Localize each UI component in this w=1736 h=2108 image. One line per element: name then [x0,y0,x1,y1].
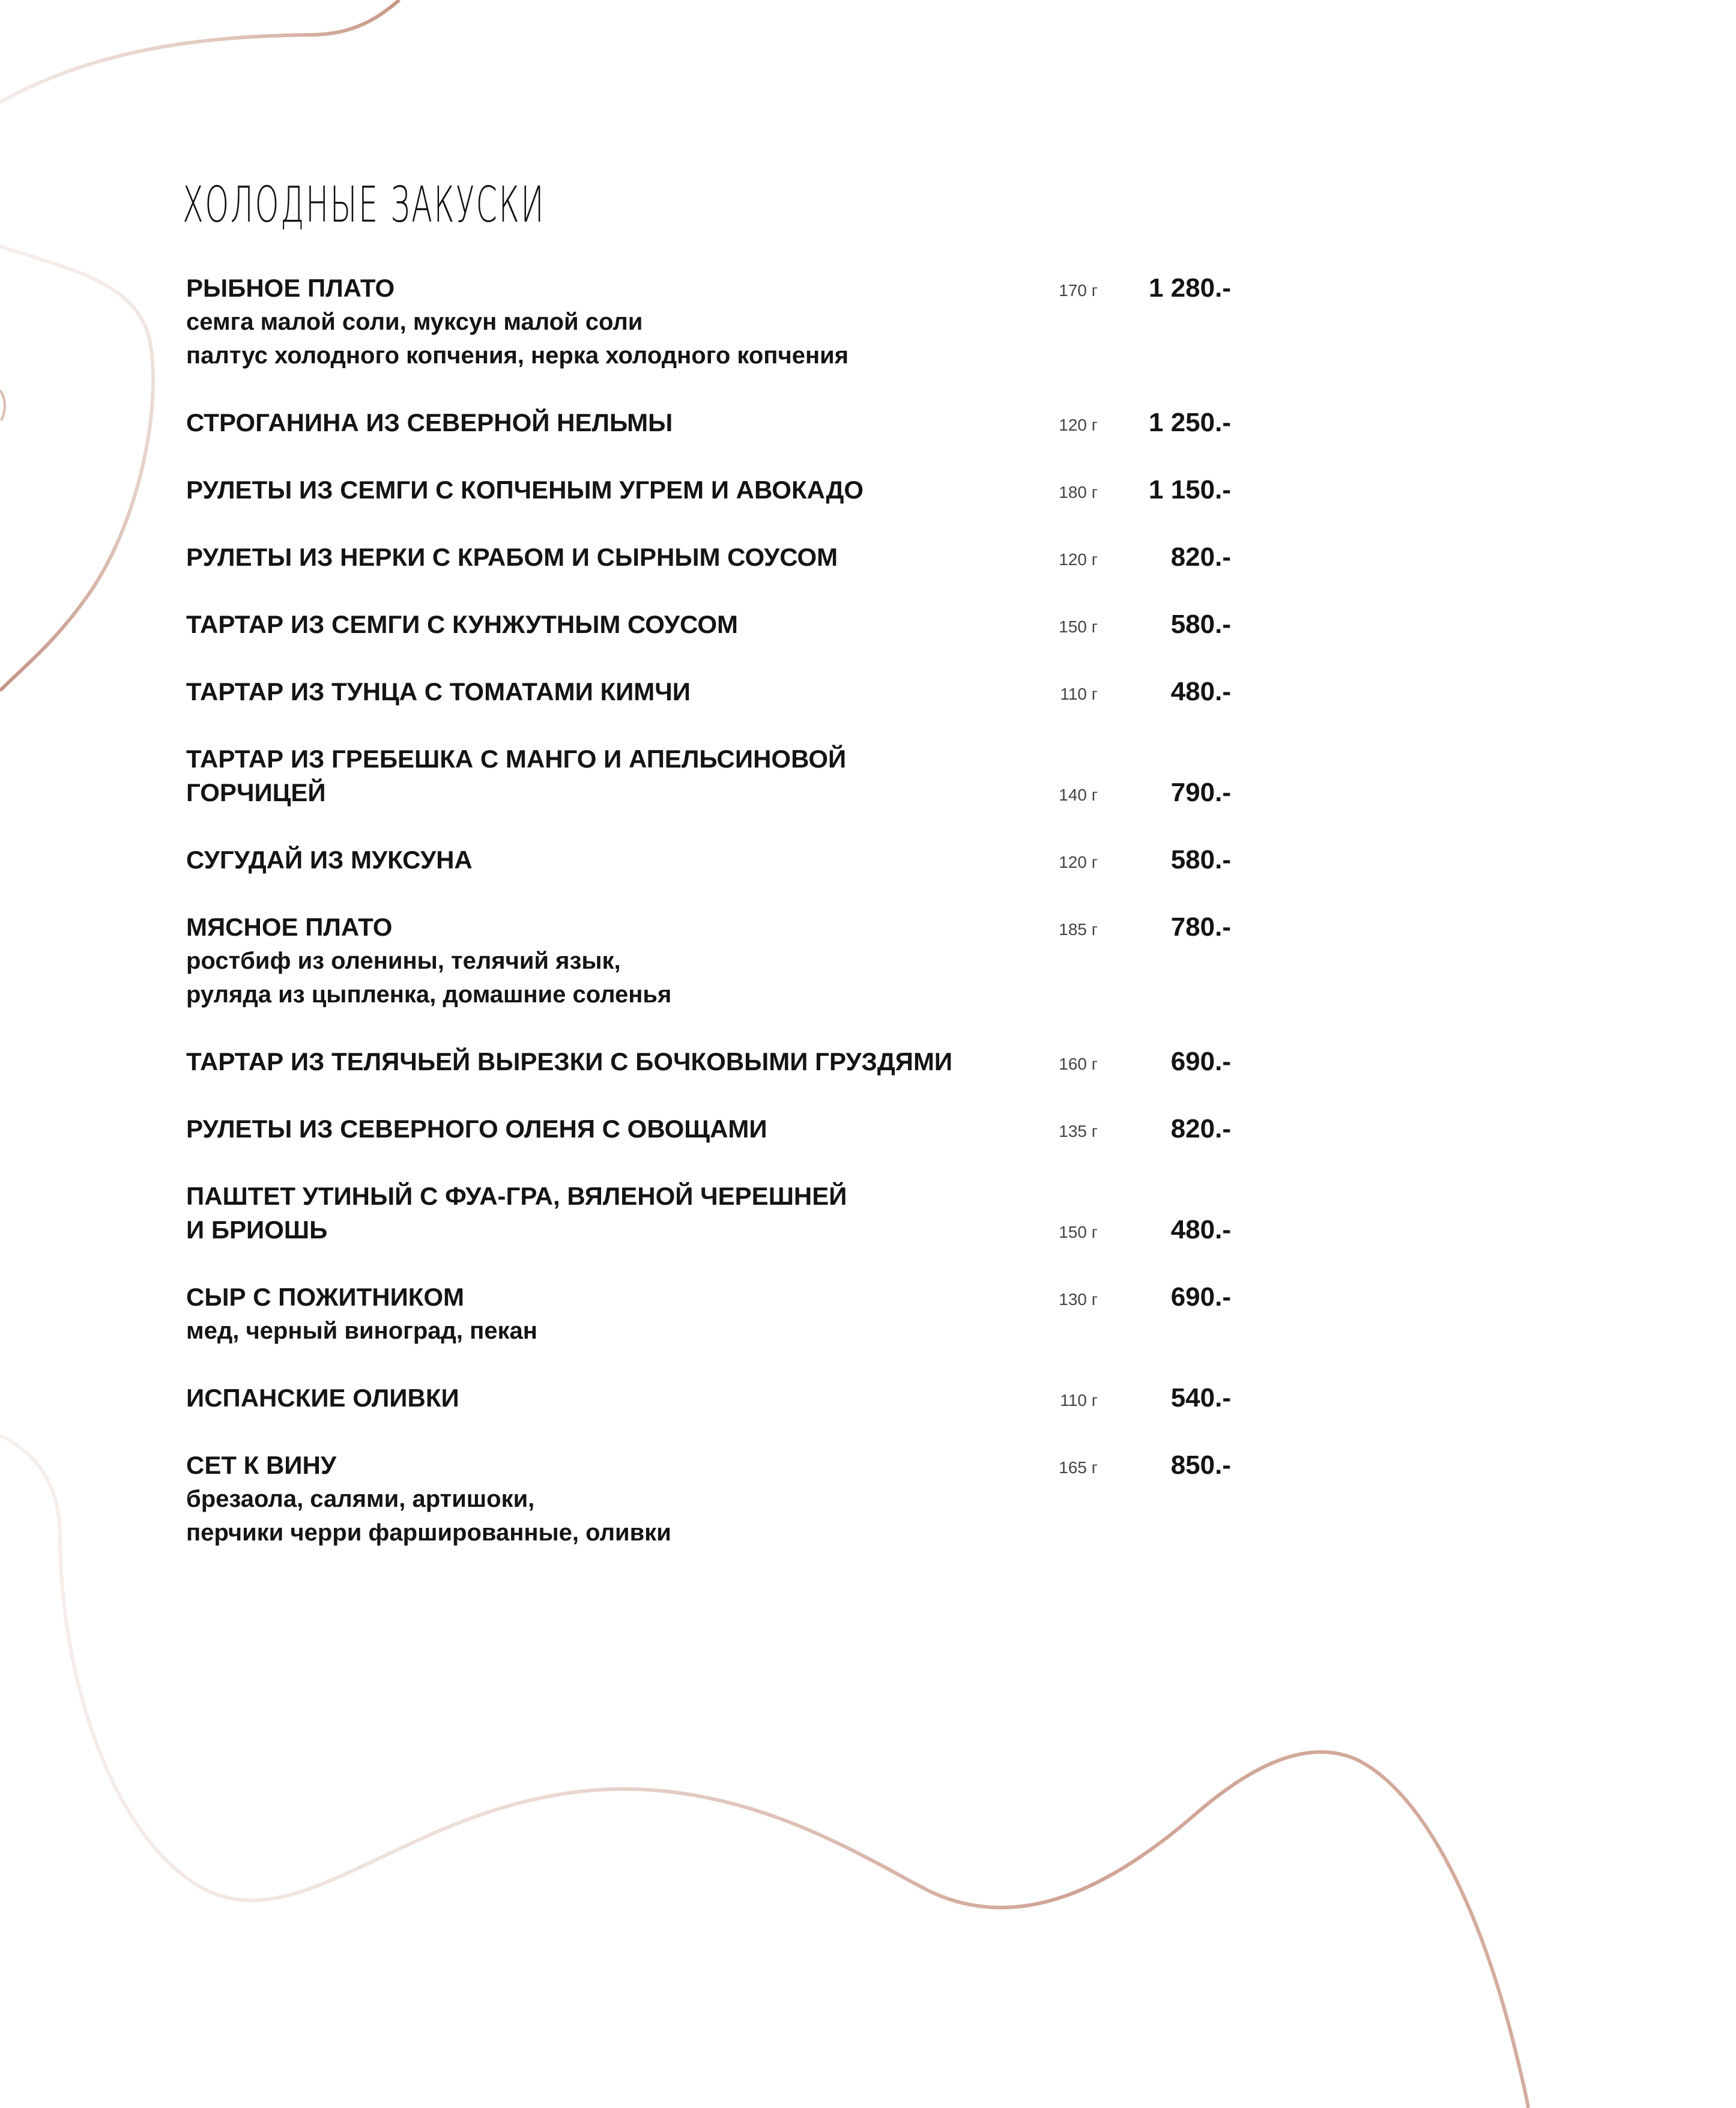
item-name: ТАРТАР ИЗ ТЕЛЯЧЬЕЙ ВЫРЕЗКИ С БОЧКОВЫМИ ГРУЗДЯМИ [186,1047,953,1076]
menu-item [186,271,1231,372]
left-curve [0,246,153,691]
menu-item [186,1381,1231,1415]
menu-item [186,473,1231,507]
item-name: РУЛЕТЫ ИЗ НЕРКИ С КРАБОМ И СЫРНЫМ СОУСОМ [186,543,838,571]
item-weight: 120 г [1059,853,1098,871]
item-name: РУЛЕТЫ ИЗ СЕВЕРНОГО ОЛЕНЯ С ОВОЩАМИ [186,1115,767,1143]
item-name: СУГУДАЙ ИЗ МУКСУНА [186,846,473,874]
item-name: МЯСНОЕ ПЛАТО [186,913,393,941]
section-title: ХОЛОДНЫЕ ЗАКУСКИ [183,177,546,234]
item-name: ТАРТАР ИЗ ГРЕБЕШКА С МАНГО И АПЕЛЬСИНОВОЙ ГОРЧИЦЕЙ [186,745,847,807]
menu-item [186,1280,1231,1348]
item-weight: 180 г [1059,483,1098,501]
menu-item [186,1045,1231,1079]
item-name: ТАРТАР ИЗ СЕМГИ С КУНЖУТНЫМ СОУСОМ [186,610,738,638]
item-price: 1 250.- [1149,408,1231,437]
item-price: 690.- [1170,1047,1231,1076]
item-price: 480.- [1170,1215,1231,1244]
menu-item [186,843,1231,877]
item-description: ростбиф из оленины, телячий язык, руляда из цыпленка, домашние соленья [186,948,672,1008]
item-price: 540.- [1170,1383,1231,1413]
item-weight: 140 г [1059,786,1098,804]
left-small-curve [0,390,5,420]
item-weight: 170 г [1059,281,1098,300]
item-description: брезаола, салями, артишоки, перчики черри фаршированные, оливки [186,1486,671,1546]
item-description: семга малой соли, муксун малой соли палтус холодного копчения, нерка холодного копчения [186,309,849,369]
item-weight: 135 г [1059,1122,1098,1140]
item-weight: 110 г [1060,685,1098,703]
menu-item [186,541,1231,574]
menu-item [186,1180,1231,1247]
item-weight: 120 г [1059,416,1098,434]
item-description: мед, черный виноград, пекан [186,1318,537,1344]
menu-item [186,742,1231,810]
item-weight: 160 г [1059,1055,1098,1073]
top-curve [0,0,399,102]
item-name: СЫР С ПОЖИТНИКОМ [186,1283,465,1311]
item-weight: 110 г [1060,1391,1098,1410]
item-weight: 185 г [1059,920,1098,939]
item-name: ПАШТЕТ УТИНЫЙ С ФУА-ГРА, ВЯЛЕНОЙ ЧЕРЕШНЕЙ И БРИОШЬ [186,1182,847,1244]
item-name: РУЛЕТЫ ИЗ СЕМГИ С КОПЧЕНЫМ УГРЕМ И АВОКАДО [186,476,864,504]
item-weight: 130 г [1059,1290,1098,1309]
item-price: 790.- [1170,778,1231,807]
menu-item [186,1112,1231,1146]
item-price: 690.- [1170,1282,1231,1312]
item-weight: 165 г [1059,1458,1098,1477]
item-name: СЕТ К ВИНУ [186,1451,336,1479]
menu-list [186,271,1231,1583]
item-weight: 150 г [1059,1223,1098,1241]
menu-item [186,406,1231,440]
item-price: 850.- [1170,1450,1231,1480]
item-name: РЫБНОЕ ПЛАТО [186,274,395,302]
menu-item [186,1449,1231,1549]
item-name: СТРОГАНИНА ИЗ СЕВЕРНОЙ НЕЛЬМЫ [186,408,673,437]
item-weight: 150 г [1059,617,1098,636]
item-price: 580.- [1170,845,1231,874]
menu-item [186,608,1231,641]
menu-item [186,675,1231,709]
item-weight: 120 г [1059,550,1098,569]
item-name: ИСПАНСКИЕ ОЛИВКИ [186,1384,459,1412]
item-price: 580.- [1170,610,1231,639]
item-price: 1 280.- [1149,273,1231,303]
item-price: 1 150.- [1149,475,1231,504]
item-price: 780.- [1170,912,1231,942]
menu-item [186,910,1231,1011]
item-price: 820.- [1170,542,1231,572]
item-price: 820.- [1170,1114,1231,1143]
item-price: 480.- [1170,677,1231,706]
item-name: ТАРТАР ИЗ ТУНЦА С ТОМАТАМИ КИМЧИ [186,677,691,706]
